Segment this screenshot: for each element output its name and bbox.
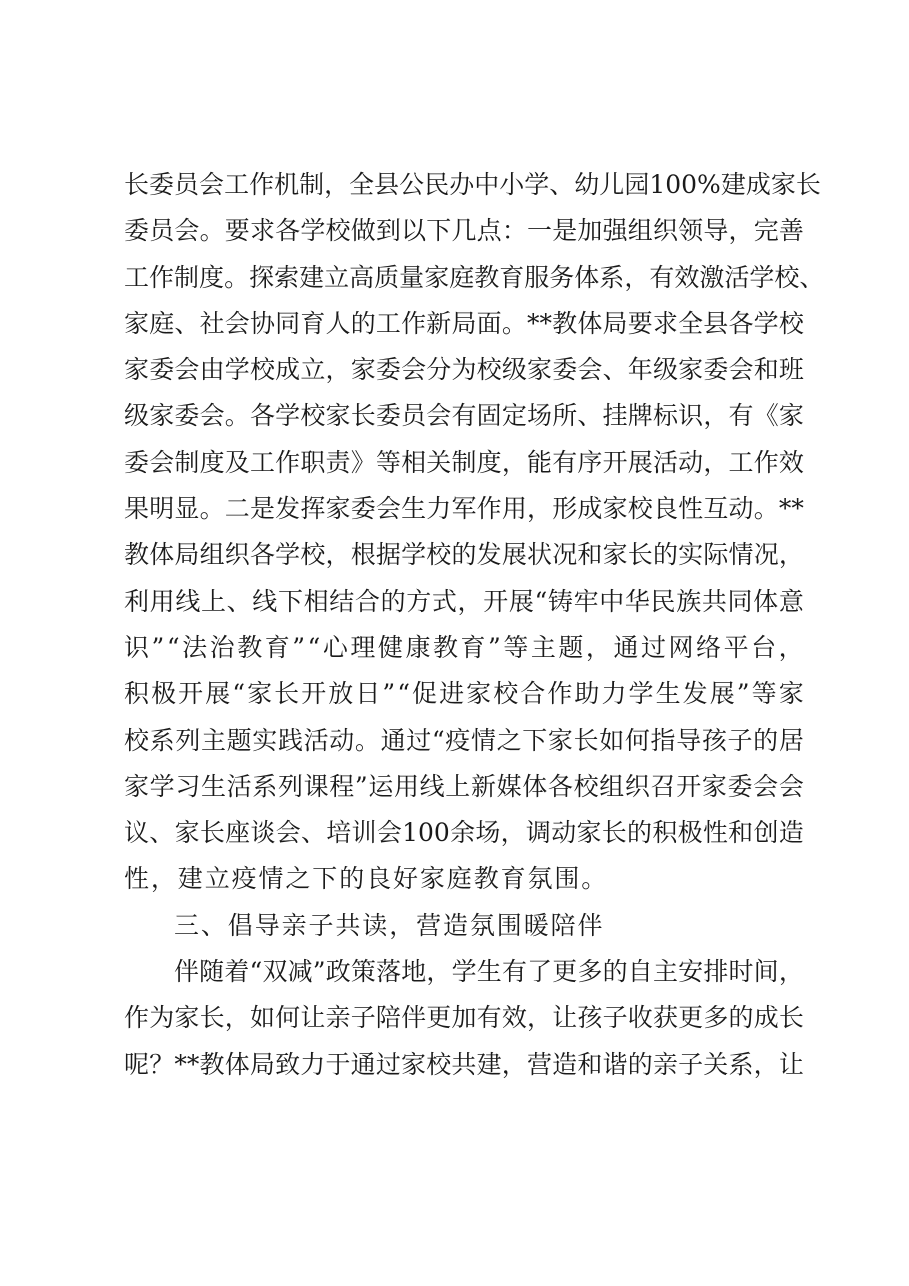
text-line: 家 委 会 由 学 校 成 立 ， 家 委 会 分 为 校 级 家 委 会 、 年 级 家 委 会 和 班 <box>124 355 804 385</box>
text-line: 工 作 制 度 。 探 索 建 立 高 质 量 家 庭 教 育 服 务 体 系 ， 有 效 激 活 学 校 、 <box>124 262 825 292</box>
text-line: 利 用 线 上 、 线 下 相 结 合 的 方 式 ， 开 展 “ 铸 牢 中 华 民 族 共 同 体 意 <box>124 586 804 616</box>
text-line-last: 性，建立疫情之下的良好家庭教育氛围。 <box>124 864 609 894</box>
text-line: 级 家 委 会 。 各 学 校 家 长 委 员 会 有 固 定 场 所 、 挂 牌 标 识 ， 有 《 家 <box>124 401 804 431</box>
text-line: 家 学 习 生 活 系 列 课 程 ” 运 用 线 上 新 媒 体 各 校 组 织 召 开 家 委 会 会 <box>124 771 804 801</box>
body-text <box>124 162 825 1088</box>
text-line-indented: 伴 随 着 “ 双 减 ” 政 策 落 地 ， 学 生 有 了 更 多 的 自 主 安 排 时 间 ， <box>174 957 804 987</box>
text-line: 委 员 会 。 要 求 各 学 校 做 到 以 下 几 点 ： 一 是 加 强 组 织 领 导 ， 完 善 <box>124 216 804 246</box>
text-line: 家 庭 、 社 会 协 同 育 人 的 工 作 新 局 面 。 ** 教 体 局 要 求 全 县 各 学 校 <box>124 308 804 338</box>
text-line: 校 系 列 主 题 实 践 活 动 。 通 过 “ 疫 情 之 下 家 长 如 何 指 导 孩 子 的 居 <box>124 725 804 755</box>
text-line: 识 ” “ 法 治 教 育 ” “ 心 理 健 康 教 育 ” 等 主 题 ， 通 过 网 络 平 台 ， <box>124 632 804 662</box>
text-line: 呢 ？ ** 教 体 局 致 力 于 通 过 家 校 共 建 ， 营 造 和 谐 的 亲 子 关 系 ， 让 <box>124 1049 804 1079</box>
text-line: 积 极 开 展 “ 家 长 开 放 日 ” “ 促 进 家 校 合 作 助 力 学 生 发 展 ” 等 家 <box>124 679 804 709</box>
text-line: 果 明 显 。 二 是 发 挥 家 委 会 生 力 军 作 用 ， 形 成 家 校 良 性 互 动 。 ** <box>124 494 804 524</box>
text-line: 议 、 家 长 座 谈 会 、 培 训 会 100 余 场 ， 调 动 家 长 的 积 极 性 和 创 造 <box>124 818 804 848</box>
text-line: 长 委 员 会 工 作 机 制 ， 全 县 公 民 办 中 小 学 、 幼 儿 园 100% 建 成 家 长 <box>124 170 821 199</box>
text-line: 作 为 家 长 ， 如 何 让 亲 子 陪 伴 更 加 有 效 ， 让 孩 子 收 获 更 多 的 成 长 <box>124 1003 804 1033</box>
text-line: 教 体 局 组 织 各 学 校 ， 根 据 学 校 的 发 展 状 况 和 家 长 的 实 际 情 况 ， <box>124 540 804 570</box>
section-heading: 三、倡导亲子共读，营造氛围暖陪伴 <box>174 910 605 940</box>
text-line: 委 会 制 度 及 工 作 职 责 》 等 相 关 制 度 ， 能 有 序 开 展 活 动 ， 工 作 效 <box>124 447 804 477</box>
